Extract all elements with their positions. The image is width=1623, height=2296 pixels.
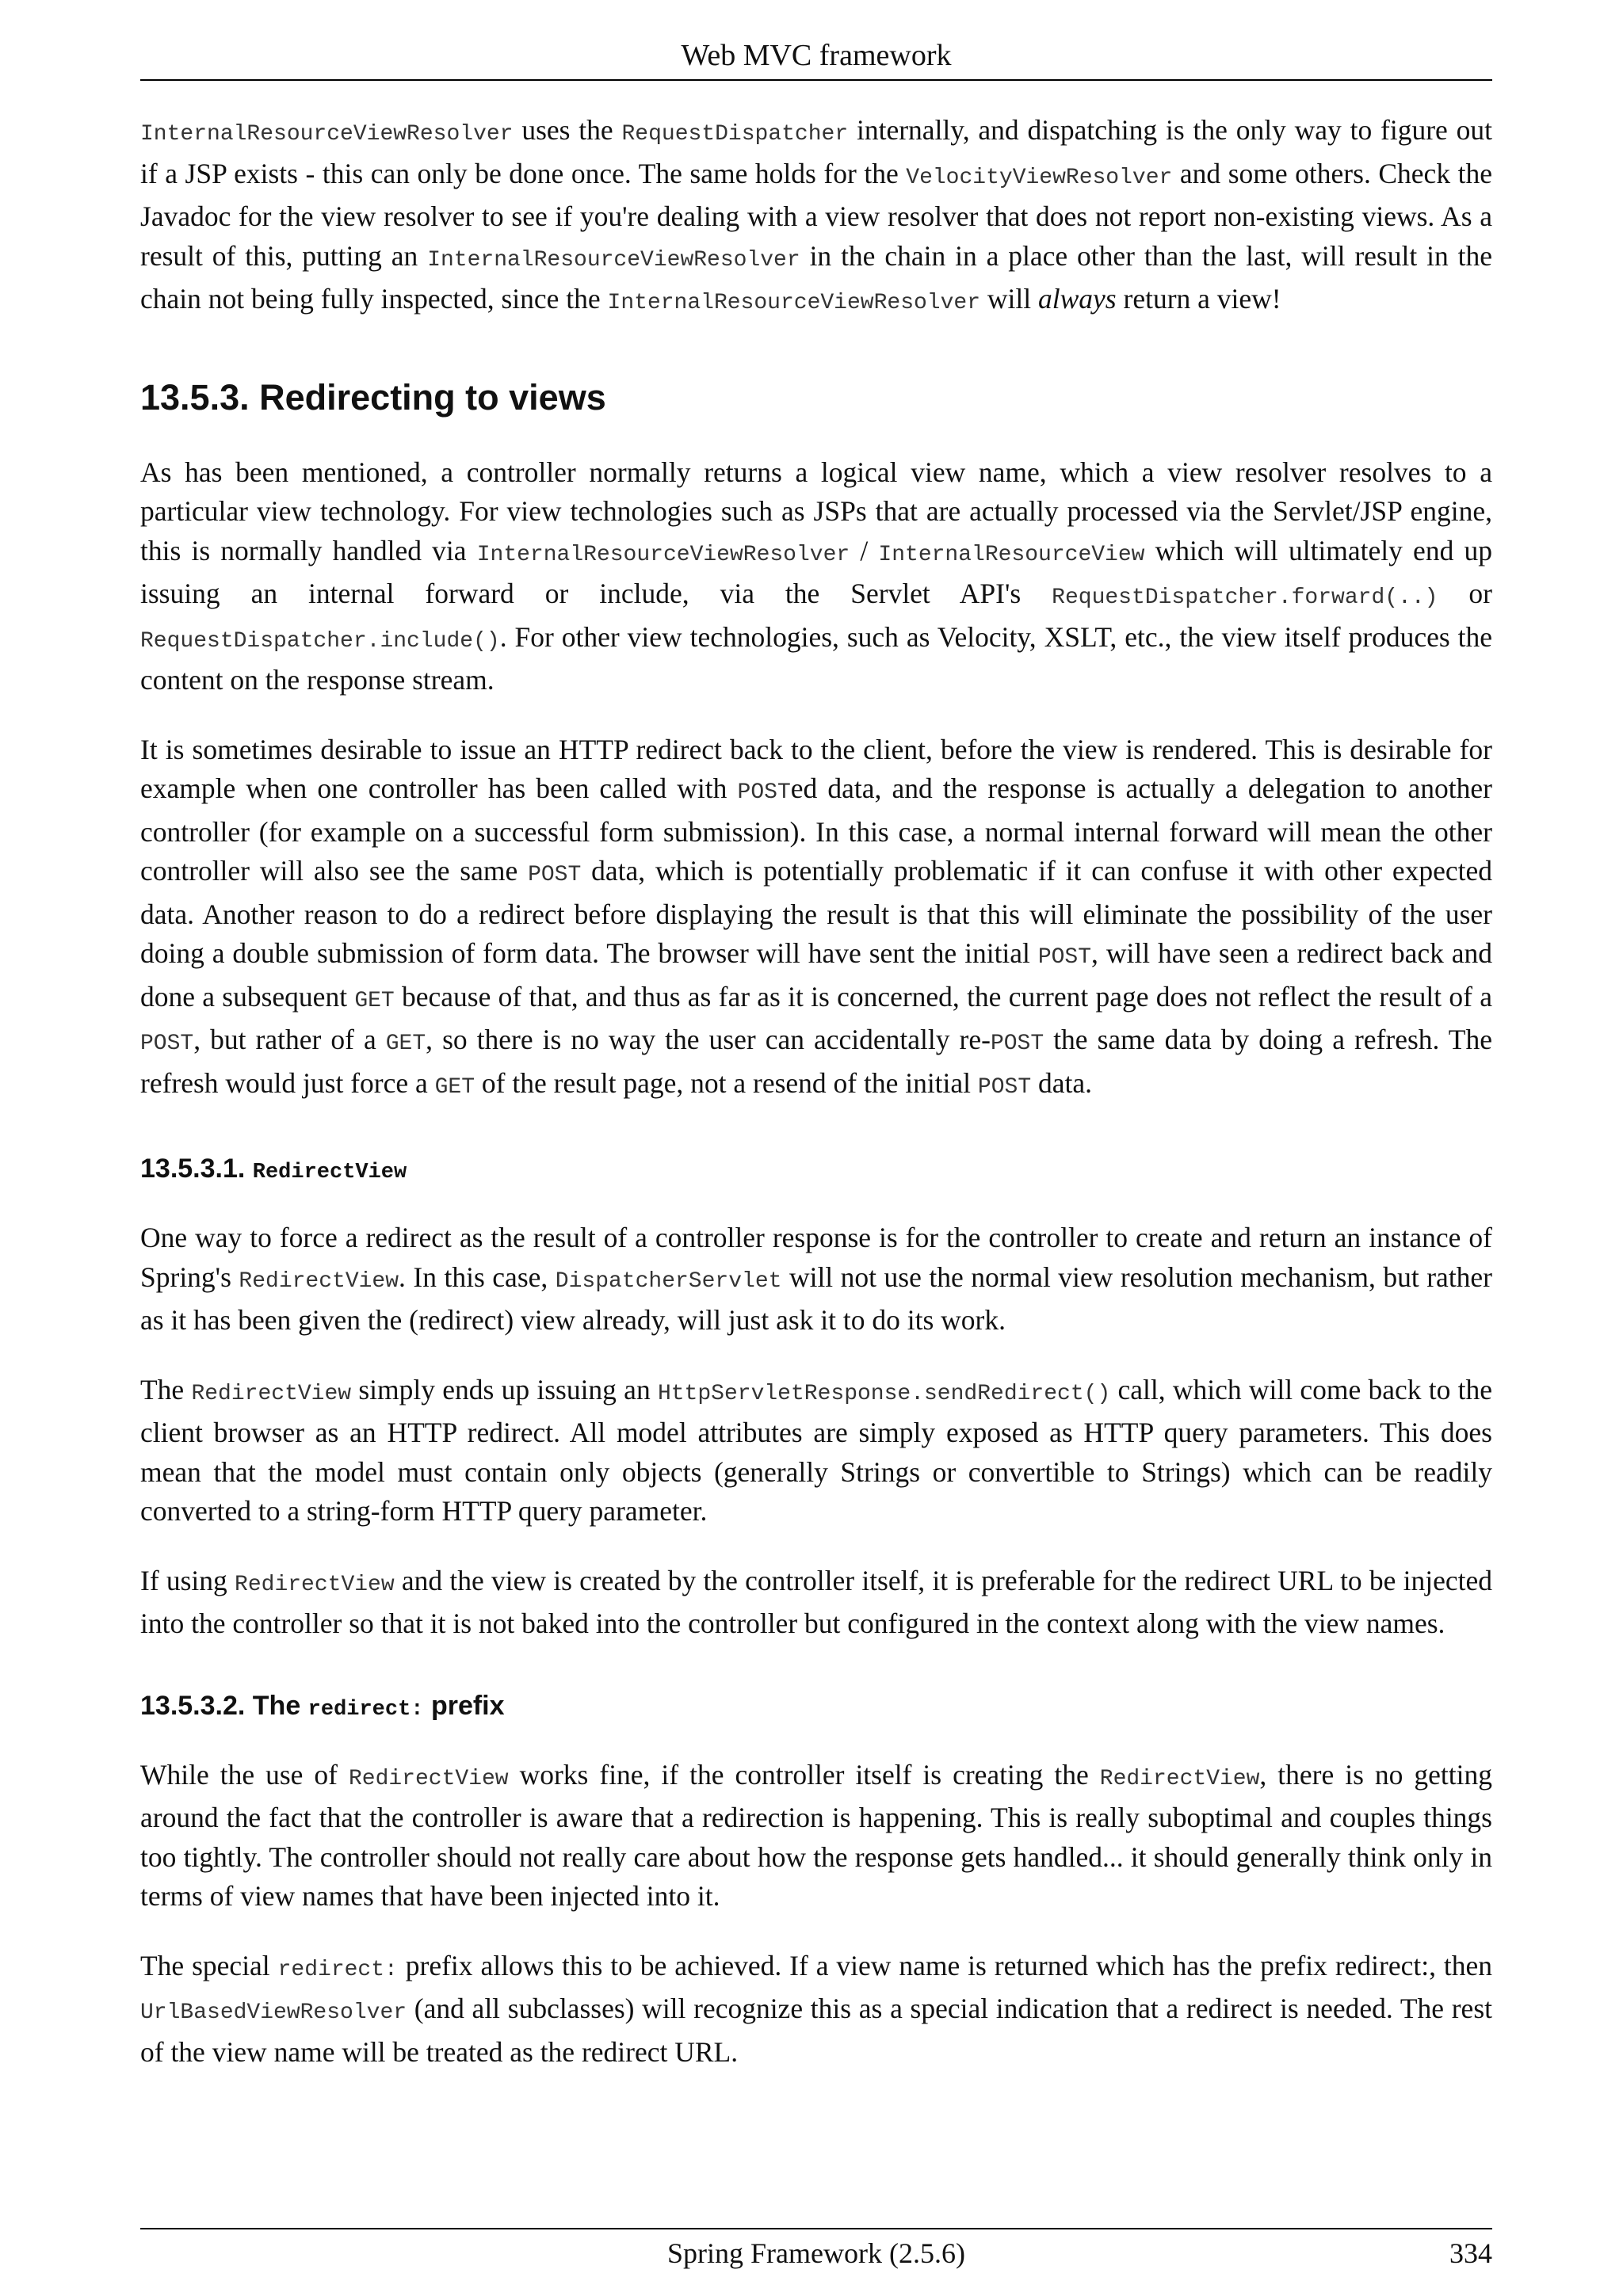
text: which will ultimately end up issuing an internal forward or include, via the Servlet API's	[140, 534, 1492, 609]
paragraph-logical-view-name	[140, 453, 1492, 700]
paragraph-view-resolver-note	[140, 111, 1492, 323]
code-term: RedirectView	[239, 1268, 399, 1294]
text: ed data, and the response is actually a delegation to another controller (for example on a successful form submission). In this case, a normal internal forward will mean the other controller will also see the same	[140, 772, 1492, 887]
text: will	[980, 283, 1038, 315]
page-number: 334	[1449, 2237, 1492, 2269]
text: , but rather of a	[193, 1024, 386, 1055]
code-term: InternalResourceViewResolver	[427, 247, 800, 273]
code-term: POST	[977, 1074, 1032, 1100]
paragraph-http-redirect	[140, 730, 1492, 1108]
code-term: RedirectView	[348, 1766, 509, 1791]
text: The special	[140, 1949, 278, 1981]
code-term: POST	[140, 1032, 194, 1056]
text: return a view!	[1116, 283, 1281, 315]
code-term: POST	[528, 863, 582, 887]
subsection-heading-redirect-prefix	[140, 1688, 1492, 1727]
code-term: InternalResourceView	[878, 542, 1145, 567]
document-page	[140, 0, 1492, 2296]
running-footer	[140, 2228, 1492, 2274]
text: /	[850, 534, 879, 566]
text: call, which will come back to the client browser as an HTTP redirect. All model attributes are simply exposed as HTTP query parameters. This does mean that the model must contain only objects (generally Strings or convertible to Strings) which can be readily converted to a string-form HTTP query parameter.	[140, 1373, 1492, 1527]
paragraph-redirectview-intro	[140, 1219, 1492, 1341]
heading-code: redirect:	[307, 1697, 424, 1722]
code-term: InternalResourceViewResolver	[476, 542, 850, 567]
text: or	[1438, 578, 1492, 609]
text: It is sometimes desirable to issue an HTTP redirect back to the client, before the view is rendered. This is desirable for example when one controller has been called with	[140, 733, 1492, 804]
text: the same data by doing a refresh. The refresh would just force a	[140, 1024, 1492, 1099]
text: and some others. Check the Javadoc for the view resolver to see if you're dealing with a view resolver that does not report non-existing views. As a result of this, putting an	[140, 157, 1492, 272]
code-term: redirect:	[277, 1957, 398, 1982]
code-term: POST	[1037, 945, 1092, 970]
text: , will have seen a redirect back and done a subsequent	[140, 937, 1493, 1013]
code-term: RequestDispatcher	[621, 122, 849, 147]
emphasis: always	[1038, 283, 1117, 315]
code-term: InternalResourceViewResolver	[140, 122, 514, 147]
code-term: POST	[737, 780, 791, 805]
paragraph-redirectview-behaviour	[140, 1371, 1492, 1531]
text: One way to force a redirect as the result of a controller response is for the controller to create and return an instance of Spring's	[140, 1222, 1492, 1293]
code-term: DispatcherServlet	[555, 1268, 782, 1294]
text: data, which is potentially problematic if it can confuse it with other expected data. Another reason to do a redirect before displaying the result is that this will eliminate the possibility of the user doing a double submission of form data. The browser will have sent the initial	[140, 855, 1492, 969]
text: . In this case,	[399, 1261, 556, 1293]
text: uses the	[513, 114, 622, 146]
text: , there is no getting around the fact that the controller is aware that a redirection is happening. This is really suboptimal and couples things too tightly. The controller should not really care about how the response gets handled... it should generally think only in terms of view names that have been injected into it.	[140, 1758, 1492, 1912]
code-term: UrlBasedViewResolver	[140, 2000, 407, 2025]
text: will not use the normal view resolution mechanism, but rather as it has been given the (redirect) view already, will just ask it to do its work.	[140, 1261, 1493, 1336]
running-header: Web MVC framework	[140, 35, 1492, 81]
code-term: RedirectView	[235, 1572, 395, 1597]
text: internally, and dispatching is the only way to figure out if a JSP exists - this can only be done once. The same holds for the	[140, 114, 1492, 189]
section-heading-redirecting-to-views: 13.5.3. Redirecting to views	[140, 376, 606, 418]
text: , so there is no way the user can accidentally re-	[426, 1024, 991, 1055]
code-term: RedirectView	[1099, 1766, 1260, 1791]
paragraph-redirect-prefix	[140, 1947, 1492, 2073]
code-term: GET	[385, 1032, 426, 1056]
text: simply ends up issuing an	[351, 1373, 658, 1405]
code-term: RedirectView	[191, 1381, 352, 1406]
code-term: HttpServletResponse.sendRedirect()	[657, 1381, 1111, 1406]
code-term: InternalResourceViewResolver	[607, 291, 981, 315]
text: . For other view technologies, such as Velocity, XSLT, etc., the view itself produces the content on the response stream.	[140, 620, 1492, 696]
text: If using	[140, 1564, 235, 1596]
code-term: POST	[990, 1032, 1044, 1056]
footer-title: Spring Framework (2.5.6)	[667, 2237, 965, 2269]
paragraph-redirect-url-injection	[140, 1562, 1492, 1644]
text: prefix allows this to be achieved. If a view name is returned which has the prefix redirect:, then	[397, 1949, 1492, 1981]
paragraph-redirect-coupling	[140, 1756, 1492, 1917]
text: because of that, and thus as far as it is concerned, the current page does not reflect the result of a	[394, 980, 1492, 1013]
text: While the use of	[140, 1758, 349, 1791]
text: and the view is created by the controller itself, it is preferable for the redirect URL to be injected into the controller so that it is not baked into the controller but configured in the context along with the view names.	[140, 1564, 1492, 1639]
text: data.	[1031, 1066, 1093, 1099]
code-term: RequestDispatcher.forward(..)	[1052, 585, 1438, 610]
code-term: GET	[354, 988, 395, 1013]
heading-code: RedirectView	[252, 1161, 407, 1184]
text: As has been mentioned, a controller normally returns a logical view name, which a view resolver resolves to a particular view technology. For view technologies such as JSPs that are actually processed via the Servlet/JSP engine, this is normally handled via	[140, 456, 1492, 566]
heading-number: 13.5.3.2. The	[140, 1690, 308, 1721]
page-content	[140, 111, 1492, 2102]
heading-tail: prefix	[423, 1690, 505, 1721]
text: of the result page, not a resend of the initial	[475, 1066, 978, 1099]
heading-number: 13.5.3.1.	[140, 1154, 253, 1184]
text: The	[140, 1373, 192, 1405]
text: works fine, if the controller itself is creating the	[508, 1758, 1100, 1791]
text: (and all subclasses) will recognize this as a special indication that a redirect is needed. The rest of the view name will be treated as the redirect URL.	[140, 1993, 1492, 2068]
code-term: GET	[434, 1074, 475, 1100]
code-term: RequestDispatcher.include()	[140, 628, 500, 654]
code-term: VelocityViewResolver	[906, 165, 1173, 190]
text: in the chain in a place other than the last, will result in the chain not being fully inspected, since the	[140, 239, 1492, 315]
subsection-heading-redirectview	[140, 1151, 1492, 1190]
